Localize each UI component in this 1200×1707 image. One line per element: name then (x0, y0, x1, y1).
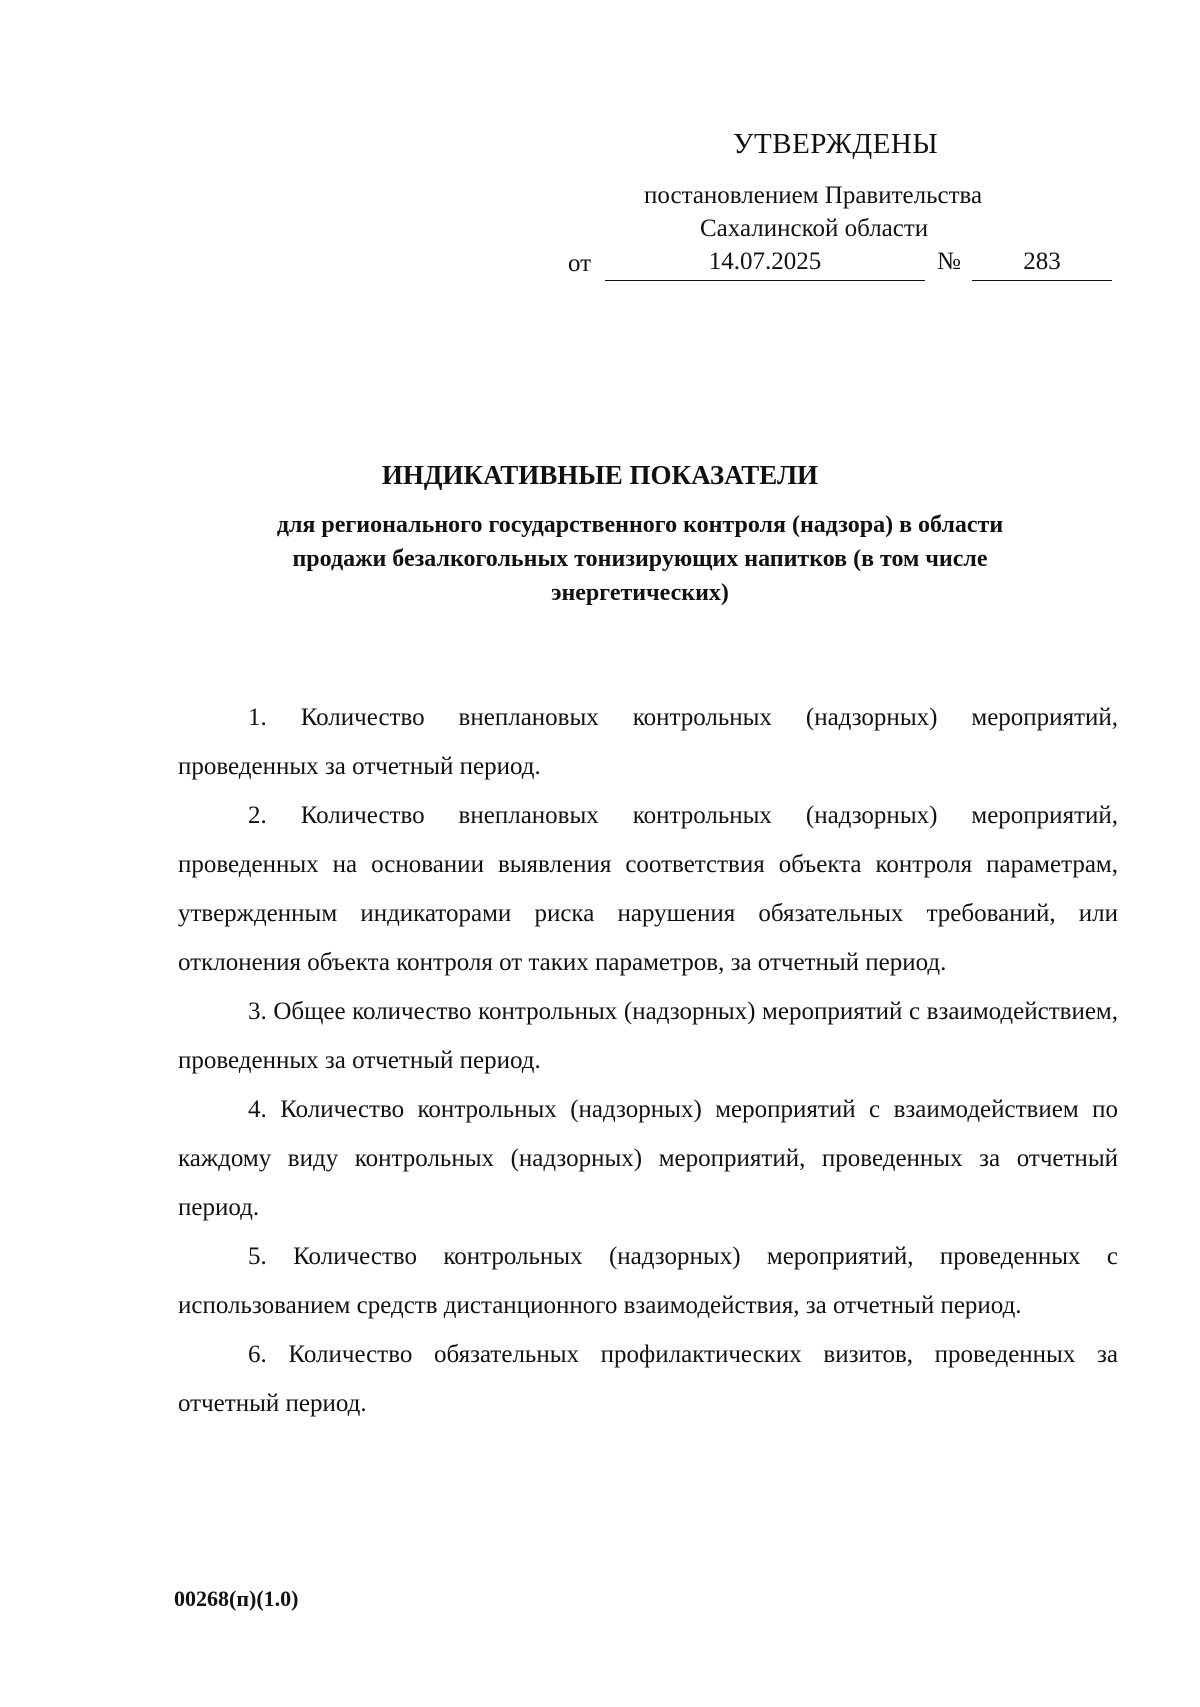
decree-date: 14.07.2025 (605, 248, 925, 281)
indicator-item-2: 2. Количество внеплановых контрольных (надзорных) мероприятий, проведенных на основании выявления соответствия объекта контроля параметрам, утвержденным индикаторами риска нарушения обязательных требований, или отклонения объекта контроля от таких параметров, за отчетный период. (178, 802, 1118, 976)
date-number-row (560, 248, 1120, 288)
indicator-item-4: 4. Количество контрольных (надзорных) мероприятий с взаимодействием по каждому виду контрольных (надзорных) мероприятий, проведенных за отчетный период. (178, 1096, 1118, 1221)
document-subtitle: для регионального государственного контроля (надзора) в области продажи безалкогольных тонизирующих напитков (в том числе энергетических) (276, 512, 1004, 606)
document-title: ИНДИКАТИВНЫЕ ПОКАЗАТЕЛИ (381, 460, 819, 490)
indicator-item-1: 1. Количество внеплановых контрольных (надзорных) мероприятий, проведенных за отчетный период. (178, 704, 1118, 780)
document-code: 00268(п)(1.0) (174, 1586, 299, 1611)
indicator-item-3: 3. Общее количество контрольных (надзорных) мероприятий с взаимодействием, проведенных за отчетный период. (178, 998, 1118, 1074)
decree-line: постановлением Правительства (644, 182, 983, 209)
indicator-list (178, 693, 1118, 1428)
region-line: Сахалинской области (700, 215, 929, 242)
indicator-item-5: 5. Количество контрольных (надзорных) мероприятий, проведенных с использованием средств дистанционного взаимодействия, за отчетный период. (178, 1243, 1118, 1319)
indicator-item-6: 6. Количество обязательных профилактических визитов, проведенных за отчетный период. (178, 1341, 1118, 1417)
approved-heading: УТВЕРЖДЕНЫ (733, 128, 939, 160)
from-label: от (568, 250, 592, 277)
decree-number: 283 (972, 248, 1112, 281)
number-label: № (937, 248, 961, 275)
